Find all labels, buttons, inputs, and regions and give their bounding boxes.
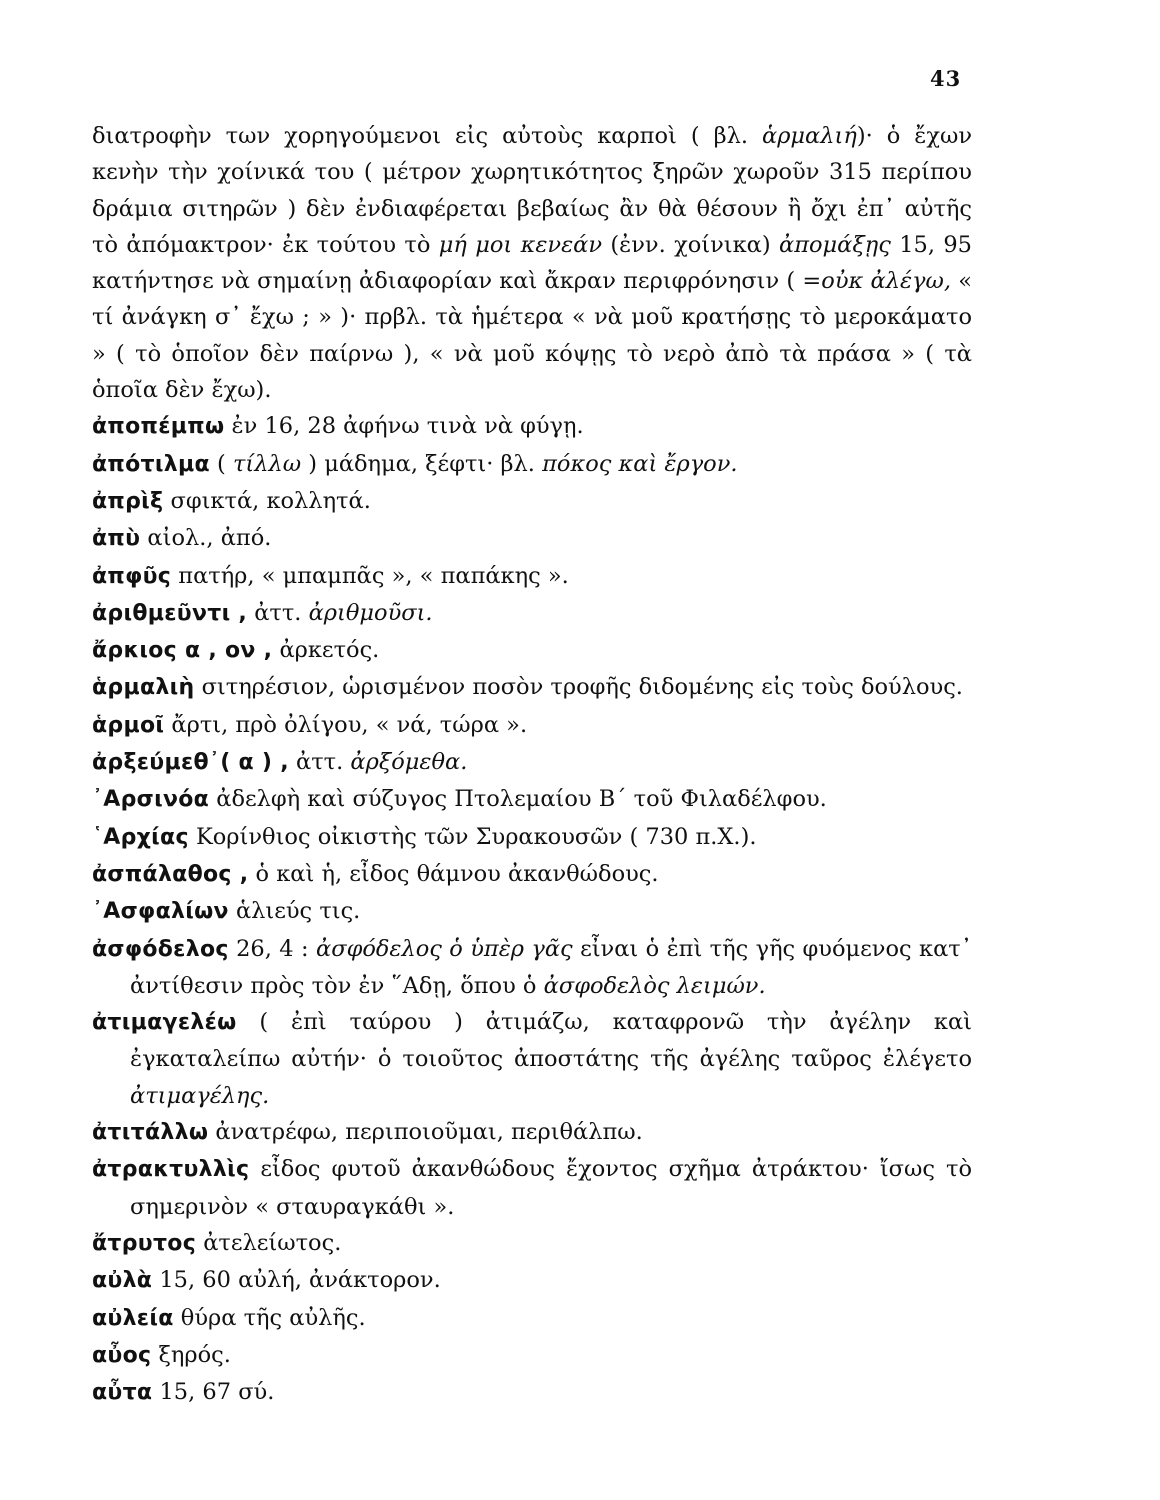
glossary-entry xyxy=(92,707,972,744)
headword: ἀτρακτυλλὶς xyxy=(92,1157,250,1183)
continued-entry-text xyxy=(92,118,972,408)
headword: αὖος xyxy=(92,1342,152,1368)
glossary-entry xyxy=(92,1262,972,1299)
glossary-entry xyxy=(92,632,972,669)
headword: ἀσφόδελος xyxy=(92,936,229,962)
glossary-entry xyxy=(92,408,972,445)
glossary-entry xyxy=(92,744,972,781)
italic-run: οὐκ ἀλέγω, xyxy=(821,268,951,295)
headword: αὖτα xyxy=(92,1380,153,1406)
glossary-entry xyxy=(92,595,972,632)
glossary-entry xyxy=(92,1114,972,1151)
page-number: 43 xyxy=(930,66,962,91)
text-run: (ἐνν. χοίνικα) xyxy=(602,231,780,258)
glossary-entry xyxy=(92,931,972,1005)
definition: ὁ καὶ ἡ, εἶδος θάμνου ἀκανθώδους. xyxy=(248,860,659,887)
italic-run: πόκος καὶ ἔργον. xyxy=(542,450,738,477)
definition: 26, 4 : xyxy=(228,935,317,962)
definition: ἁλιεύς τις. xyxy=(228,898,361,925)
glossary-entry xyxy=(92,856,972,893)
headword: αὐλεία xyxy=(92,1305,174,1331)
headword: ἀποπέμπω xyxy=(92,414,225,440)
headword: ἀτιμαγελέω xyxy=(92,1010,237,1036)
definition: ) μάδημα, ξέφτι· βλ. xyxy=(301,450,543,477)
glossary-entry xyxy=(92,483,972,520)
headword: ἀριθμεῦντι , xyxy=(92,600,248,626)
headword: ἀπότιλμα xyxy=(92,451,210,477)
text-run: 15, 95 κατήντησε νὰ σημαίνῃ ἀδιαφορίαν καὶ ἄκραν περιφρόνησιν ( = xyxy=(92,231,973,295)
definition: ἀτελείωτος. xyxy=(196,1229,342,1256)
definition: Κορίνθιος οἰκιστὴς τῶν Συρακουσῶν ( 730 π.Χ.). xyxy=(188,823,757,850)
glossary-entry xyxy=(92,1300,972,1337)
headword: ἄτρυτος xyxy=(92,1230,197,1256)
text-run: )· ὁ ἔχων κενὴν τὴν χοίνικά του ( μέτρον χωρητικότητος ξηρῶν χωροῦν 315 περίπου δράμια σιτηρῶν ) δὲν ἐνδιαφέρεται βεβαίως ἂν θὰ θέσουν ἢ ὄχι ἐπ᾽ αὐτῆς τὸ ἀπόμακτρον· ἐκ τούτου τὸ xyxy=(92,123,972,258)
glossary-entry xyxy=(92,1151,972,1225)
headword: αὐλὰ xyxy=(92,1268,153,1294)
definition: ( xyxy=(209,450,233,477)
italic-run: ἀρξόμεθα. xyxy=(350,749,468,776)
headword: ᾽Ασφαλίων xyxy=(92,899,229,925)
glossary-entry xyxy=(92,1374,972,1411)
headword: ῾Αρχίας xyxy=(92,824,189,850)
definition: ἀνατρέφω, περιποιοῦμαι, περιθάλπω. xyxy=(208,1119,643,1146)
glossary-text xyxy=(92,118,972,1411)
definition: ἀδελφὴ καὶ σύζυγος Πτολεμαίου Β΄ τοῦ Φιλαδέλφου. xyxy=(209,786,827,813)
definition: πατήρ, « μπαμπᾶς », « παπάκης ». xyxy=(171,562,569,589)
text-run: διατροφὴν των χορηγούμενοι εἰς αὐτοὺς καρποὶ ( βλ. xyxy=(92,123,762,149)
glossary-entry xyxy=(92,1004,972,1114)
italic-run: ἁρμαλιή xyxy=(762,123,857,149)
definition: ἀττ. xyxy=(247,599,309,626)
headword: ἁρμαλιὴ xyxy=(92,675,195,701)
definition: ἄρτι, πρὸ ὀλίγου, « νά, τώρα ». xyxy=(164,711,528,738)
italic-run: τίλλω xyxy=(232,450,302,477)
definition: εἶναι ὁ ἐπὶ τῆς γῆς φυόμενος κατ᾽ ἀντίθεσιν πρὸς τὸν ἐν ῞Αδῃ, ὅπου ὁ xyxy=(130,935,972,999)
headword: ἀπρὶξ xyxy=(92,488,164,514)
headword: ἄρκιος α , ον , xyxy=(92,638,273,664)
definition: θύρα τῆς αὐλῆς. xyxy=(173,1304,366,1331)
italic-run: μή μοι κενεάν xyxy=(438,231,603,258)
headword: ἀπὺ xyxy=(92,526,141,552)
glossary-entry xyxy=(92,520,972,557)
headword: ἀσπάλαθος , xyxy=(92,861,249,887)
glossary-entry xyxy=(92,781,972,818)
definition: σιτηρέσιον, ὡρισμένον ποσὸν τροφῆς διδομένης εἰς τοὺς δούλους. xyxy=(194,674,963,701)
definition: εἶδος φυτοῦ ἀκανθώδους ἔχοντος σχῆμα ἀτράκτου· ἴσως τὸ σημερινὸν « σταυραγκάθι ». xyxy=(130,1156,972,1220)
definition: ( ἐπὶ ταύρου ) ἀτιμάζω, καταφρονῶ τὴν ἀγέλην καὶ ἐγκαταλείπω αὐτήν· ὁ τοιοῦτος ἀποστάτης τῆς ἀγέλης ταῦρος ἐλέγετο xyxy=(130,1009,972,1073)
definition: ἀρκετός. xyxy=(272,637,380,664)
definition: ἀττ. xyxy=(288,749,351,776)
headword: ἀτιτάλλω xyxy=(92,1120,209,1146)
headword: ᾽Αρσινόα xyxy=(92,787,210,813)
italic-run: ἀσφόδελος ὁ ὑπὲρ γᾶς xyxy=(316,935,573,962)
definition: 15, 60 αὐλή, ἀνάκτορον. xyxy=(152,1267,441,1294)
italic-run: ἀπομάξῃς xyxy=(779,231,891,258)
glossary-entry xyxy=(92,669,972,706)
definition: αἰολ., ἀπό. xyxy=(140,525,272,552)
headword: ἁρμοῖ xyxy=(92,712,165,738)
glossary-entry xyxy=(92,1225,972,1262)
glossary-entry xyxy=(92,1337,972,1374)
definition: ξηρός. xyxy=(151,1341,231,1368)
definition: σφικτά, κολλητά. xyxy=(163,487,371,514)
headword: ἀρξεύμεθ᾽( α ) , xyxy=(92,750,289,776)
italic-run: ἀτιμαγέλης. xyxy=(130,1082,270,1109)
definition: ἐν 16, 28 ἀφήνω τινὰ νὰ φύγῃ. xyxy=(224,413,584,440)
glossary-entry xyxy=(92,446,972,483)
italic-run: ἀριθμοῦσι. xyxy=(308,599,433,626)
glossary-entry xyxy=(92,893,972,930)
italic-run: ἀσφοδελὸς λειμών. xyxy=(543,972,766,999)
text-run: « τί ἀνάγκη σ᾽ ἔχω ; » )· πρβλ. τὰ ἡμέτερα « νὰ μοῦ κρατήσῃς τὸ μεροκάματο » ( τὸ ὁποῖον δὲν παίρνω ), « νὰ μοῦ κόψῃς τὸ νερὸ ἀπὸ τὰ πράσα » ( τὰ ὁποῖα δὲν ἔχω). xyxy=(92,268,973,404)
glossary-entry xyxy=(92,819,972,856)
definition: 15, 67 σύ. xyxy=(152,1379,275,1406)
glossary-entry xyxy=(92,558,972,595)
headword: ἀπφῦς xyxy=(92,563,172,589)
